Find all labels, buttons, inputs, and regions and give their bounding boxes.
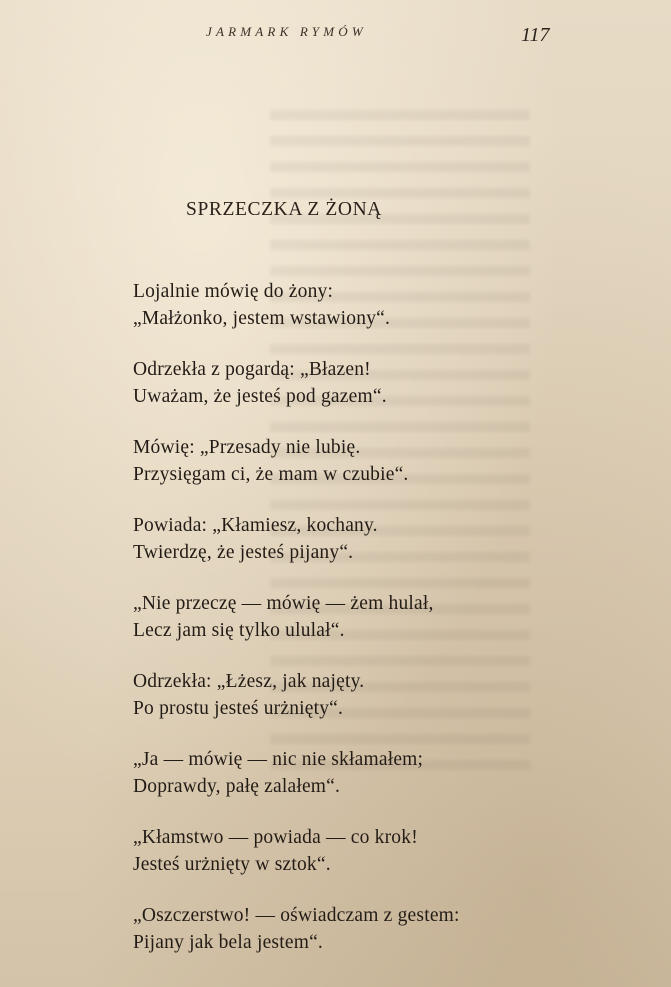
poem-line: Mówię: „Przesady nie lubię. <box>133 437 361 458</box>
poem-line: Uważam, że jesteś pod gazem“. <box>133 386 387 407</box>
stanza-8 <box>133 824 460 878</box>
poem-line: Po prostu jesteś urżnięty“. <box>133 698 344 719</box>
poem-line: Odrzekła z pogardą: „Błazen! <box>133 359 371 380</box>
stanza-9 <box>133 902 460 956</box>
stanza-3 <box>133 434 460 488</box>
poem-line: Odrzekła: „Łżesz, jak najęty. <box>133 671 365 692</box>
running-head: JARMARK RYMÓW <box>206 24 367 39</box>
poem-line: „Nie przeczę — mówię — żem hulał, <box>133 593 434 614</box>
poem-line: „Ja — mówię — nic nie skłamałem; <box>133 749 424 770</box>
poem-title: SPRZECZKA Z ŻONĄ <box>186 199 382 220</box>
poem-line: „Kłamstwo — powiada — co krok! <box>133 827 418 848</box>
page-number: 117 <box>521 24 550 46</box>
poem-line: „Oszczerstwo! — oświadczam z gestem: <box>133 905 460 926</box>
poem-line: „Małżonko, jestem wstawiony“. <box>133 308 391 329</box>
stanza-1 <box>133 278 460 332</box>
poem-line: Pijany jak bela jestem“. <box>133 932 323 953</box>
poem-line: Powiada: „Kłamiesz, kochany. <box>133 515 378 536</box>
stanza-5 <box>133 590 460 644</box>
poem-line: Przysięgam ci, że mam w czubie“. <box>133 464 409 485</box>
poem-line: Doprawdy, pałę zalałem“. <box>133 776 341 797</box>
poem-line: Lojalnie mówię do żony: <box>133 281 334 302</box>
poem-line: Lecz jam się tylko ululał“. <box>133 620 345 641</box>
stanza-7 <box>133 746 460 800</box>
stanza-4 <box>133 512 460 566</box>
stanza-2 <box>133 356 460 410</box>
poem-line: Jesteś urżnięty w sztok“. <box>133 854 331 875</box>
poem-line: Twierdzę, że jesteś pijany“. <box>133 542 354 563</box>
poem-body <box>133 278 460 980</box>
stanza-6 <box>133 668 460 722</box>
